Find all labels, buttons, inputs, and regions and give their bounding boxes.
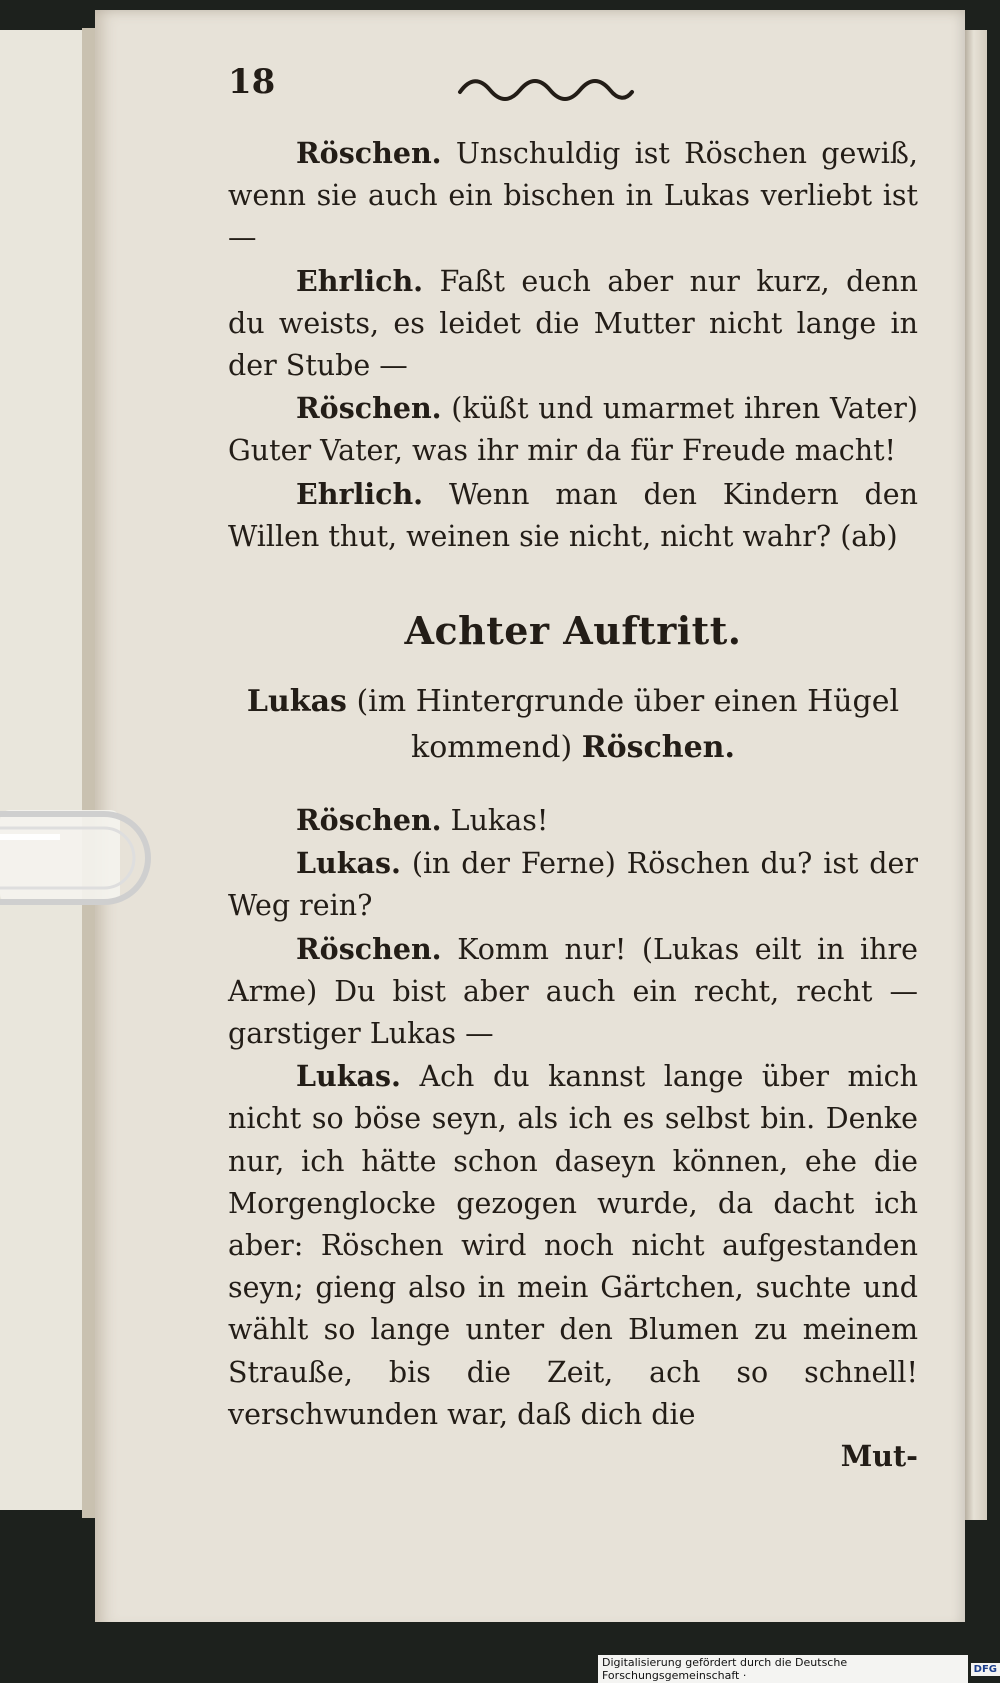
dialogue-text: Unschuldig ist Röschen gewiß, wenn sie auch ein bischen in Lukas verliebt ist — [228,137,918,255]
dialogue-text: Lukas! [441,804,549,838]
persons-direction: (im Hintergrunde über einen Hügel kommend) [346,684,900,766]
dialogue-paragraph [228,473,918,558]
dialogue-text: (in der Ferne) Röschen du? ist der Weg rein? [228,847,918,923]
dialogue-paragraph [228,799,918,842]
dialogue-paragraph [228,842,918,927]
dialogue-paragraph [228,260,918,388]
paper-clip-image [0,800,158,918]
dialogue-text: Faßt euch aber nur kurz, denn du weists, es leidet die Mutter nicht lange in der Stube — [228,264,918,383]
dialogue-text: (küßt und umarmet ihren Vater) Guter Vater, was ihr mir da für Freude macht! [228,392,918,468]
dialogue-paragraph [228,1055,918,1436]
speaker-name: Lukas. [296,1059,401,1094]
dialogue-bottom [228,799,918,1436]
dialogue-top [228,132,918,558]
scene-heading: Achter Auftritt. [404,608,742,654]
speaker-name: Röschen. [296,136,442,170]
dfg-logo: DFG [971,1663,1000,1676]
ornament-rule [456,74,636,104]
speaker-name: Ehrlich. [296,476,424,511]
credit-text: Digitalisierung gefördert durch die Deutsche Forschungsgemeinschaft · [598,1655,968,1683]
person-lukas: Lukas [246,684,347,720]
dialogue-paragraph [228,387,918,472]
digitization-credit [598,1656,1000,1682]
page-text [228,62,918,1476]
dialogue-text: Komm nur! (Lukas eilt in ihre Arme) Du bist aber auch ein recht, recht — garstiger Lukas — [228,932,918,1051]
dialogue-text: Wenn man den Kindern den Willen thut, weinen sie nicht, nicht wahr? (ab) [228,477,918,553]
dialogue-paragraph [228,928,918,1056]
book-cover [0,30,85,1510]
person-roeschen: Röschen. [581,730,735,766]
speaker-name: Röschen. [296,803,442,838]
page-number: 18 [228,62,276,102]
scene-persons [228,679,918,771]
speaker-name: Röschen. [296,931,442,966]
speaker-name: Lukas. [296,846,401,881]
page-header [228,62,918,132]
catchword: Mut- [840,1439,918,1474]
speaker-name: Röschen. [296,391,442,426]
speaker-name: Ehrlich. [296,263,424,298]
dialogue-text: Ach du kannst lange über mich nicht so böse seyn, als ich es selbst bin. Denke nur, ich hätte schon daseyn können, ehe die Morgenglocke gezogen wurde, da dacht ich aber: Röschen wird noch nicht aufgestanden seyn; gieng also in mein Gärtchen, suchte und wählt so lange unter den Blumen zu meinem Strauße, bis die Zeit, ach so schnell! verschwunden war, daß dich die [228,1060,918,1431]
page-edge [965,30,987,1520]
dialogue-paragraph [228,132,918,260]
